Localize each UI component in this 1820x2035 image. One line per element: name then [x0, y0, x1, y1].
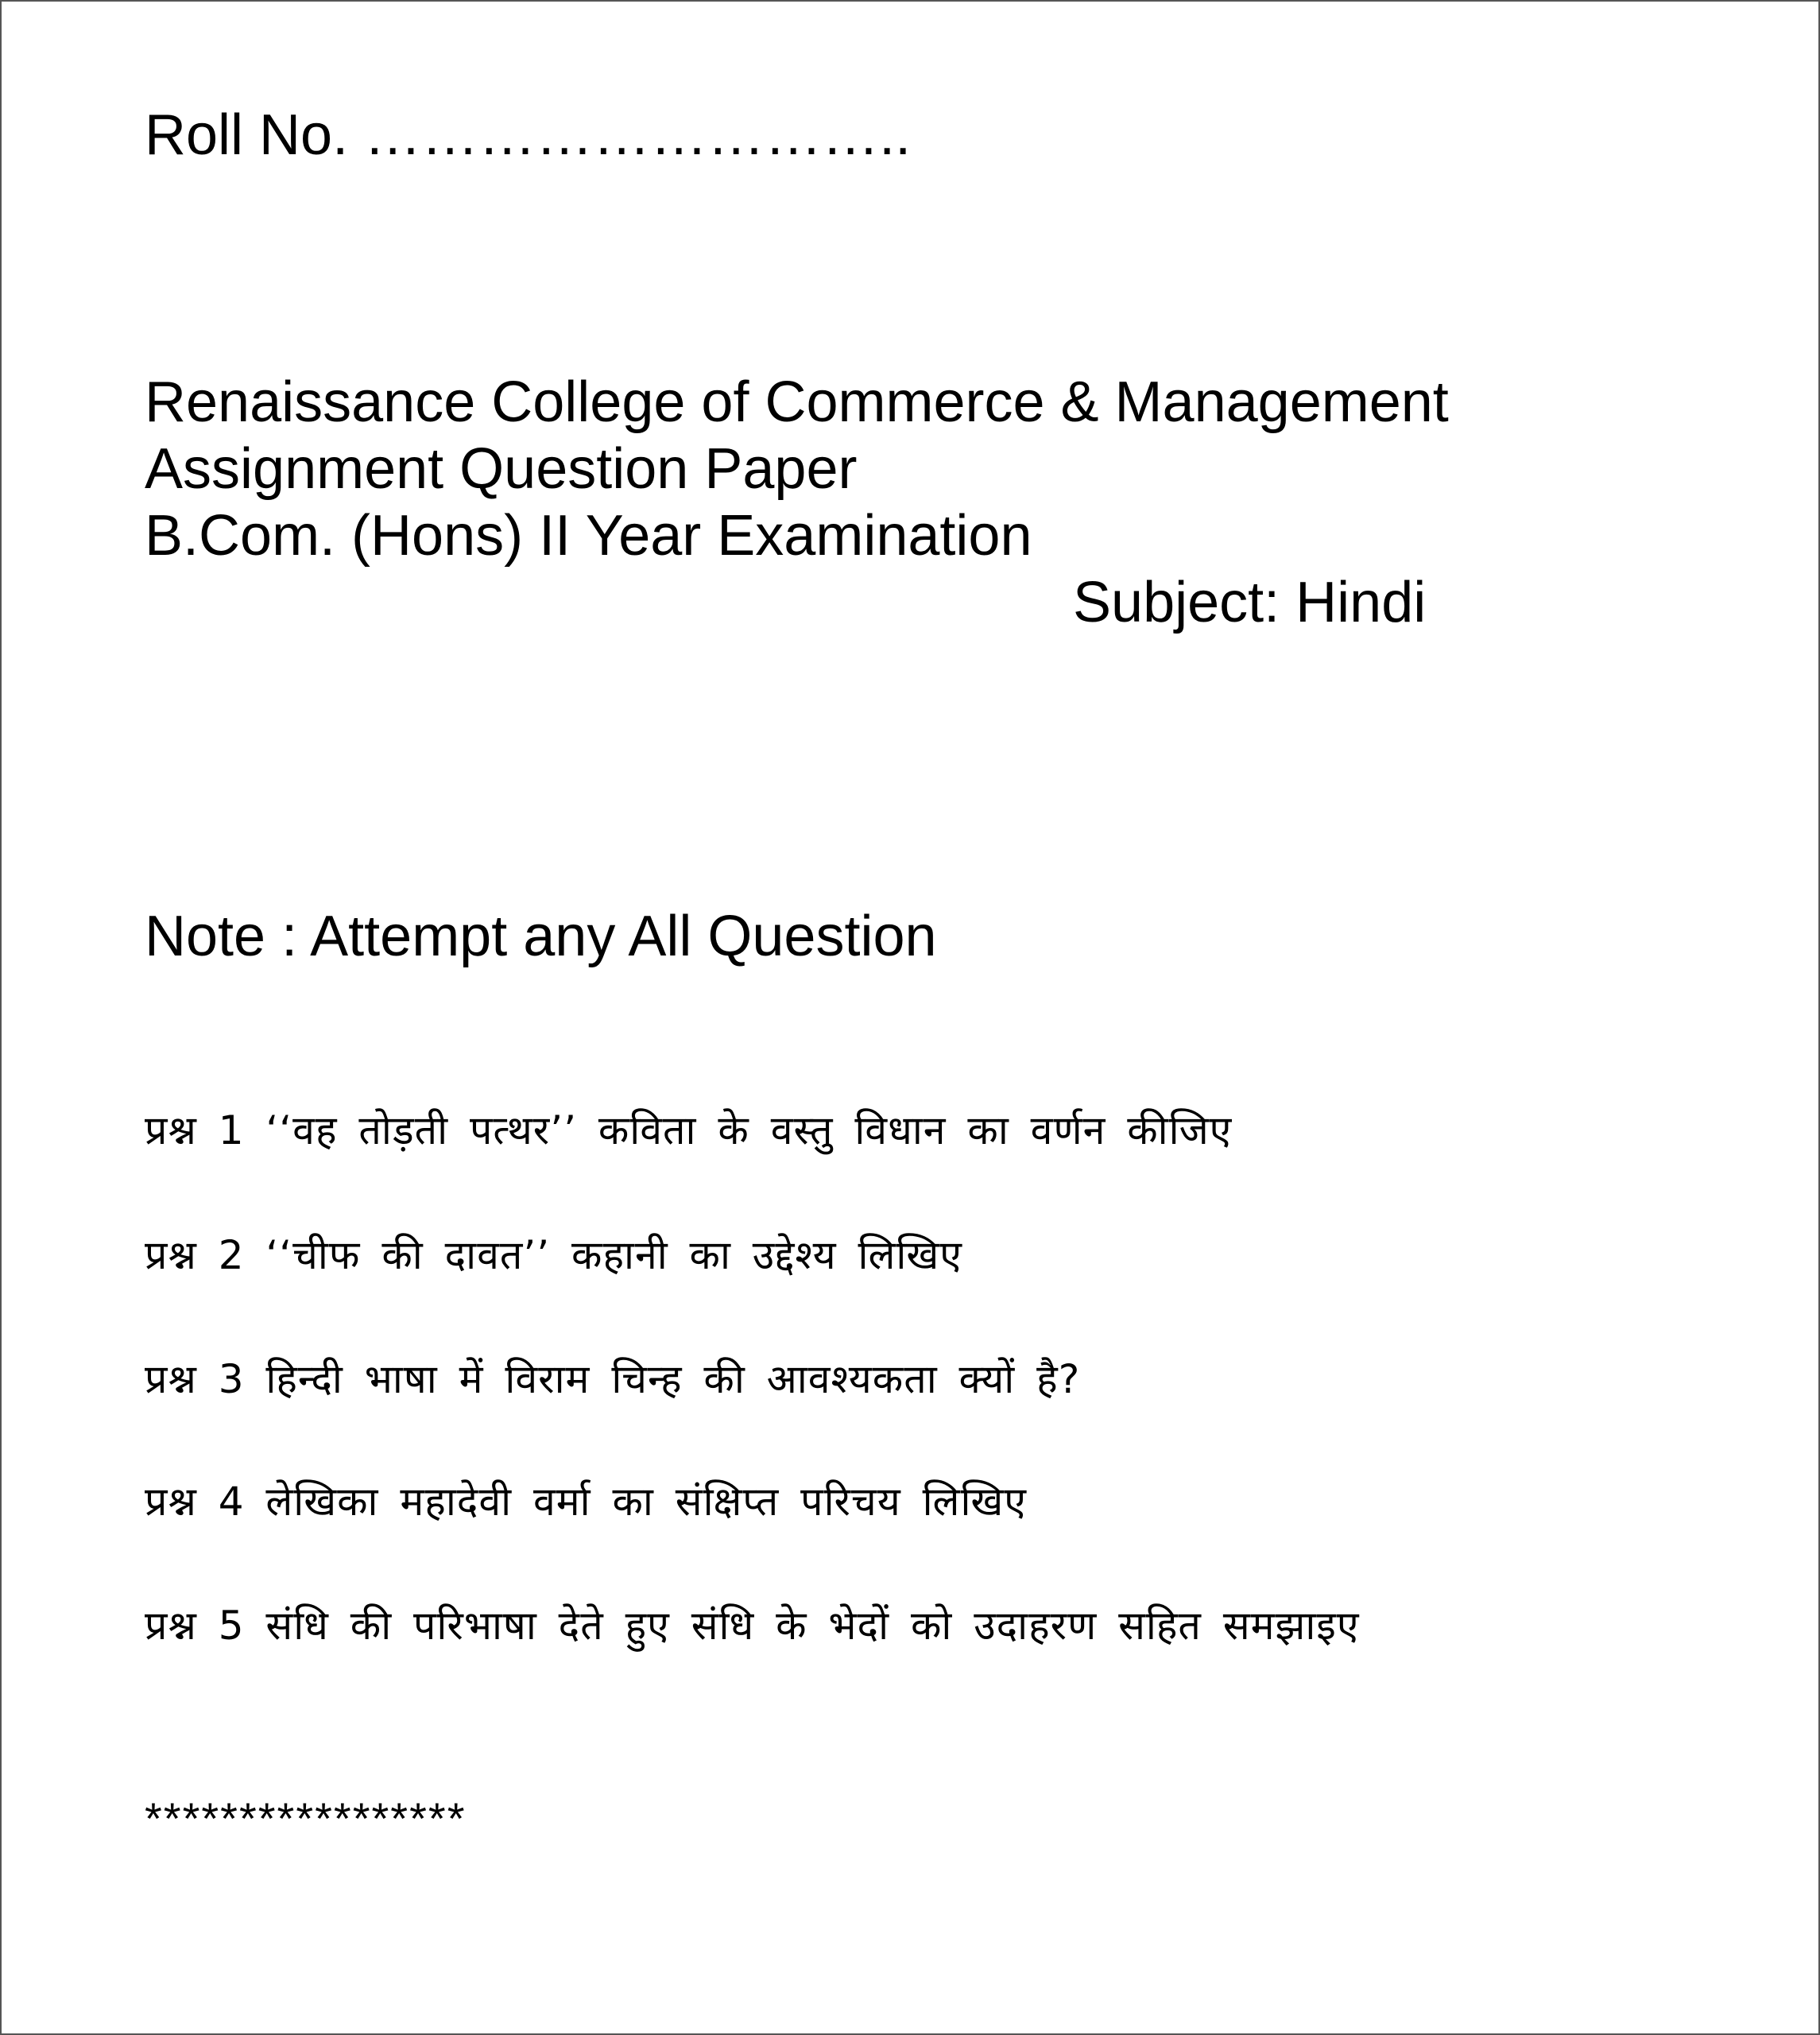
paper-title: Assignment Question Paper: [145, 437, 858, 501]
question-5: प्रश्न 5 संधि की परिभाषा देते हुए संधि के भेदों को उदाहरण सहित समझाइए: [145, 1603, 1360, 1649]
college-name: Renaissance College of Commerce & Management: [145, 370, 1449, 434]
question-2: प्रश्न 2 ‘‘चीफ की दावत’’ कहानी का उद्देश्य लिखिए: [145, 1232, 962, 1278]
question-3: प्रश्न 3 हिन्दी भाषा में विराम चिन्ह की आवश्यकता क्यों है?: [145, 1356, 1081, 1402]
question-4: प्रश्न 4 लेखिका महादेवी वर्मा का संक्षिप्त परिचय लिखिए: [145, 1479, 1027, 1525]
roll-number-line: Roll No. ………………………..: [145, 103, 912, 167]
question-1: प्रश्न 1 ‘‘वह तोड़ती पत्थर’’ कविता के वस्तु विधान का वर्णन कीजिए: [145, 1107, 1233, 1153]
subject-label: Subject: Hindi: [1073, 571, 1427, 634]
end-stars: *****************: [145, 1793, 467, 1843]
note-text: Note : Attempt any All Question: [145, 905, 937, 968]
exam-title: B.Com. (Hons) II Year Examination: [145, 504, 1032, 568]
